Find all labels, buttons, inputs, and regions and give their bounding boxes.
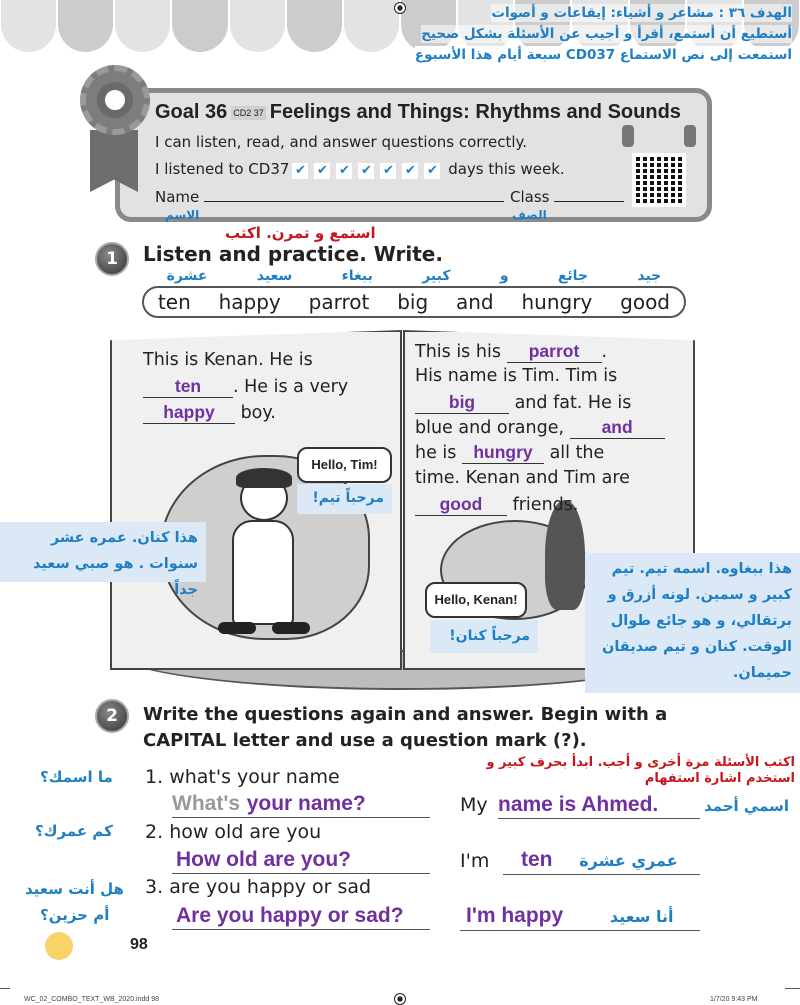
arabic-header-line: أستطيع أن أستمع، أقرأ و أجيب عن الأسئلة بشكل صحيح [421, 26, 792, 42]
answer-blank[interactable]: ten [143, 376, 233, 398]
answer-question-line[interactable] [172, 846, 430, 874]
goal-statement: I can listen, read, and answer questions correctly. [155, 133, 528, 151]
class-field[interactable] [510, 188, 624, 206]
arabic-header-line: استمعت إلى نص الاستماع CD037 سبعة أيام هذا الأسبوع [414, 47, 792, 63]
story-text: This is Kenan. He is [143, 350, 313, 370]
section2-title: Write the questions again and answer. Begin with a [143, 704, 668, 725]
kenan-caption-ar [0, 522, 206, 598]
speech-bubble-tim: Hello, Tim! [297, 447, 392, 483]
story-text: friends. [512, 495, 579, 515]
word-bank-word: ten [157, 290, 191, 314]
story-text: This is his [415, 342, 501, 362]
section2-title-ar: اكتب الأسئلة مرة أخرى و أجب. ابدأ بحرف كبير و استخدم اشارة استفهام [486, 755, 795, 786]
written-question: your name? [246, 792, 366, 815]
day-checkbox[interactable]: ✔ [402, 163, 418, 179]
speech-bubble-kenan: Hello, Kenan! [425, 582, 527, 618]
story-text: all the [549, 443, 605, 463]
speech-bubble-kenan-ar: مرحباً كنان! [430, 620, 538, 653]
footer-filename: WC_02_COMBO_TEXT_WB_2020.indd 98 [24, 996, 160, 1003]
listened-line [155, 160, 565, 179]
word-bank-word: happy [218, 290, 281, 314]
speech-bubble-tim-ar: مرحباً تيم! [297, 484, 392, 514]
goal-heading: Feelings and Things: Rhythms and Sounds [269, 101, 681, 123]
day-checkbox[interactable]: ✔ [358, 163, 374, 179]
word-bank-word: big [397, 290, 429, 314]
answer-prefix: My [460, 794, 488, 816]
word-bank-word-ar: كبير [422, 268, 451, 284]
word-bank-word: hungry [521, 290, 593, 314]
caption-line: حميمان. [732, 665, 792, 681]
answer-blank[interactable]: and [570, 417, 665, 439]
answer-line[interactable] [503, 846, 700, 875]
caption-line: هذا ببغاوه. اسمه تيم. تيم [611, 561, 792, 577]
registration-mark-icon [394, 993, 406, 1005]
story-text: blue and orange, [415, 418, 565, 438]
boy-shoe [218, 622, 256, 634]
boy-shoe [272, 622, 310, 634]
answer-line[interactable] [498, 791, 700, 819]
question-text: what's your name [169, 766, 340, 788]
answer-blank[interactable]: hungry [462, 442, 544, 464]
word-bank-word-ar: سعيد [256, 268, 293, 284]
caption-line: سنوات . هو صبي سعيد جداً [33, 556, 198, 598]
word-bank-word-ar: عشرة [166, 268, 208, 284]
boy-body [232, 520, 294, 625]
question-text: how old are you [169, 821, 322, 843]
question-number: 2. [145, 821, 164, 843]
class-label-ar: الصف [512, 208, 547, 222]
printed-start: What's [172, 792, 240, 815]
answer-prefix: I'm [460, 850, 490, 872]
written-answer: I'm happy [466, 904, 564, 927]
section1-title-ar: استمع و تمرن. اكتب [225, 224, 376, 242]
story-text: boy. [240, 403, 276, 423]
answer-blank[interactable]: happy [143, 402, 235, 424]
answer-ar: أنا سعيد [609, 907, 674, 926]
registration-mark-icon [394, 2, 406, 14]
page-number: 98 [130, 936, 148, 953]
class-label: Class [510, 188, 550, 206]
story-text: . He is a very [233, 377, 349, 397]
caption-line: كبير و سمين. لونه أزرق و [607, 587, 792, 603]
word-bank-word-ar: جائع [557, 268, 589, 284]
parrot-icon [545, 500, 585, 610]
caption-line: الوقت. كنان و تيم صديقان [601, 639, 792, 655]
listened-suffix: days this week. [448, 160, 565, 178]
word-bank-word-ar: جيد [637, 268, 662, 284]
word-bank-word: and [456, 290, 494, 314]
name-label: Name [155, 188, 200, 206]
ribbon-icon [90, 130, 138, 192]
question-text: are you happy or sad [169, 876, 372, 898]
rosette-center [97, 82, 133, 118]
question-ar: هل أنت سعيد [25, 880, 124, 898]
question-number: 3. [145, 876, 164, 898]
footer-date: 1/7/20 9:43 PM [710, 996, 758, 1003]
answer-question-line[interactable] [172, 902, 430, 930]
publisher-logo-icon [45, 932, 73, 960]
section1-title: Listen and practice. Write. [143, 242, 443, 266]
question-ar: أم حزين؟ [40, 906, 110, 924]
answer-line[interactable] [460, 902, 700, 931]
word-bank-word: parrot [308, 290, 370, 314]
word-bank-word-ar: و [499, 268, 509, 284]
answer-ar: اسمي أحمد [704, 797, 790, 815]
answer-ar: عمري عشرة [579, 851, 678, 870]
boy-hair [236, 468, 292, 488]
parrot-caption-ar [585, 553, 800, 693]
answer-blank[interactable]: big [415, 392, 509, 414]
question-ar: ما اسمك؟ [40, 768, 113, 786]
day-checkbox[interactable]: ✔ [336, 163, 352, 179]
caption-line: هذا كنان. عمره عشر [50, 530, 198, 546]
section-number-badge: 2 [95, 699, 129, 733]
caption-line: برتقالي، و هو جائع طوال [610, 613, 792, 629]
name-field[interactable] [155, 188, 504, 206]
goal-title [155, 101, 681, 124]
headphone-icon [622, 125, 634, 147]
day-checkbox[interactable]: ✔ [424, 163, 440, 179]
word-bank-arabic [142, 268, 686, 285]
day-checkboxes [289, 160, 443, 178]
answer-blank[interactable]: good [415, 494, 507, 516]
crop-mark [0, 988, 10, 989]
answer-question-line[interactable] [172, 790, 430, 818]
written-answer: ten [521, 848, 553, 871]
section2-title: CAPITAL letter and use a question mark (?). [143, 730, 587, 751]
question-ar: كم عمرك؟ [35, 822, 113, 840]
question-number: 1. [145, 766, 164, 788]
story-text: time. Kenan and Tim are [415, 468, 630, 488]
headphone-icon [684, 125, 696, 147]
listened-prefix: I listened to CD37 [155, 160, 290, 178]
goal-label: Goal 36 [155, 101, 228, 123]
crop-mark [785, 988, 800, 989]
story-text: and fat. He is [514, 393, 632, 413]
arabic-header-line: الهدف ٣٦ : مشاعر و أشياء: إيقاعات و أصوات [491, 5, 792, 21]
story-text: he is [415, 443, 457, 463]
name-label-ar: الاسم [165, 208, 200, 222]
written-question: Are you happy or sad? [176, 904, 404, 927]
cd-track-icon: CD2 37 [233, 107, 264, 118]
section-number-badge: 1 [95, 242, 129, 276]
day-checkbox[interactable]: ✔ [314, 163, 330, 179]
day-checkbox[interactable]: ✔ [380, 163, 396, 179]
written-answer: name is Ahmed. [498, 793, 659, 816]
day-checkbox[interactable]: ✔ [292, 163, 308, 179]
qr-code-icon [632, 153, 686, 207]
story-text: His name is Tim. Tim is [415, 366, 618, 386]
word-bank-word-ar: ببغاء [341, 268, 373, 284]
answer-blank[interactable]: parrot [507, 341, 602, 363]
written-question: How old are you? [176, 848, 352, 871]
word-bank-word: good [620, 290, 671, 314]
word-bank [142, 286, 686, 318]
